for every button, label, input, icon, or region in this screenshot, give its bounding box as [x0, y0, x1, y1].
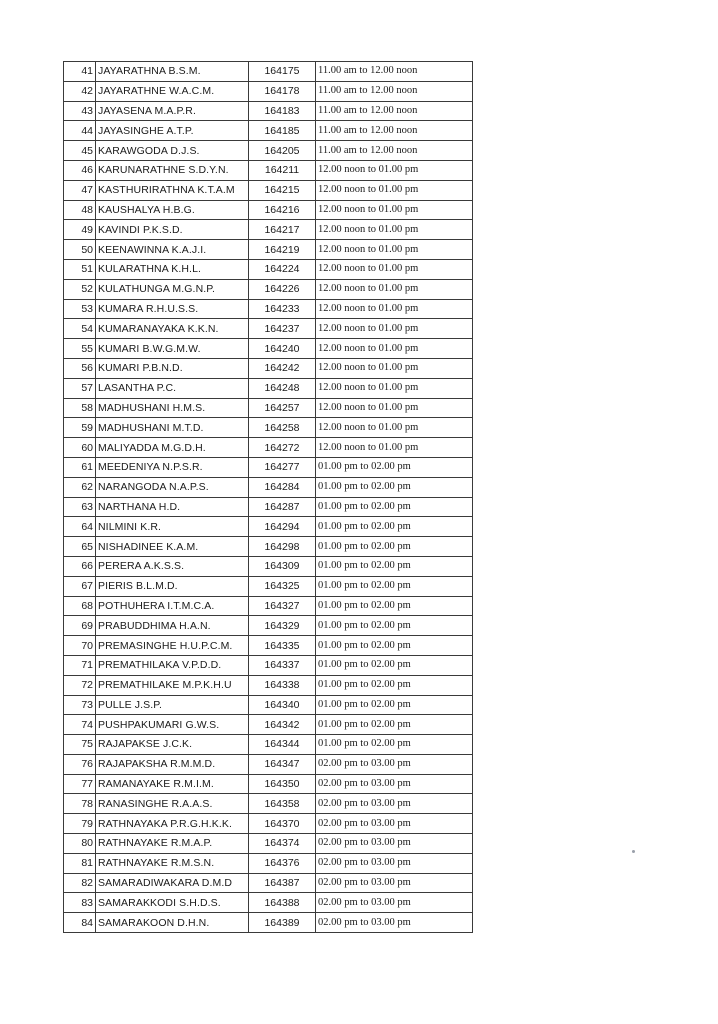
registration-number: 164337 [249, 655, 316, 675]
registration-number: 164211 [249, 160, 316, 180]
row-number: 68 [64, 596, 96, 616]
time-slot: 12.00 noon to 01.00 pm [316, 279, 473, 299]
row-number: 44 [64, 121, 96, 141]
time-slot: 11.00 am to 12.00 noon [316, 81, 473, 101]
registration-number: 164376 [249, 853, 316, 873]
student-name: KULARATHNA K.H.L. [96, 259, 249, 279]
registration-number: 164224 [249, 259, 316, 279]
row-number: 70 [64, 636, 96, 656]
student-name: NARANGODA N.A.P.S. [96, 477, 249, 497]
table-row [64, 477, 473, 497]
row-number: 71 [64, 655, 96, 675]
row-number: 43 [64, 101, 96, 121]
table-row [64, 636, 473, 656]
time-slot: 12.00 noon to 01.00 pm [316, 220, 473, 240]
row-number: 53 [64, 299, 96, 319]
registration-number: 164338 [249, 675, 316, 695]
row-number: 51 [64, 259, 96, 279]
registration-number: 164388 [249, 893, 316, 913]
table-row [64, 913, 473, 933]
registration-number: 164258 [249, 418, 316, 438]
row-number: 47 [64, 180, 96, 200]
row-number: 63 [64, 497, 96, 517]
table-row [64, 141, 473, 161]
row-number: 52 [64, 279, 96, 299]
time-slot: 01.00 pm to 02.00 pm [316, 556, 473, 576]
time-slot: 02.00 pm to 03.00 pm [316, 774, 473, 794]
table-row [64, 715, 473, 735]
student-name: MEEDENIYA N.P.S.R. [96, 457, 249, 477]
time-slot: 11.00 am to 12.00 noon [316, 121, 473, 141]
row-number: 56 [64, 358, 96, 378]
table-row [64, 873, 473, 893]
time-slot: 02.00 pm to 03.00 pm [316, 834, 473, 854]
time-slot: 01.00 pm to 02.00 pm [316, 517, 473, 537]
time-slot: 12.00 noon to 01.00 pm [316, 240, 473, 260]
student-name: RATHNAYAKA P.R.G.H.K.K. [96, 814, 249, 834]
time-slot: 02.00 pm to 03.00 pm [316, 893, 473, 913]
row-number: 82 [64, 873, 96, 893]
student-name: PULLE J.S.P. [96, 695, 249, 715]
table-row [64, 299, 473, 319]
registration-number: 164298 [249, 537, 316, 557]
registration-number: 164347 [249, 754, 316, 774]
time-slot: 11.00 am to 12.00 noon [316, 141, 473, 161]
student-name: SAMARADIWAKARA D.M.D [96, 873, 249, 893]
registration-number: 164287 [249, 497, 316, 517]
student-name: RAMANAYAKE R.M.I.M. [96, 774, 249, 794]
time-slot: 02.00 pm to 03.00 pm [316, 754, 473, 774]
registration-number: 164350 [249, 774, 316, 794]
row-number: 57 [64, 378, 96, 398]
student-name: PREMATHILAKE M.P.K.H.U [96, 675, 249, 695]
table-row [64, 497, 473, 517]
registration-number: 164374 [249, 834, 316, 854]
registration-number: 164329 [249, 616, 316, 636]
time-slot: 02.00 pm to 03.00 pm [316, 853, 473, 873]
table-row [64, 438, 473, 458]
student-name: NARTHANA H.D. [96, 497, 249, 517]
schedule-table [63, 61, 473, 933]
table-row [64, 596, 473, 616]
registration-number: 164237 [249, 319, 316, 339]
student-name: NISHADINEE K.A.M. [96, 537, 249, 557]
registration-number: 164272 [249, 438, 316, 458]
student-name: KAUSHALYA H.B.G. [96, 200, 249, 220]
time-slot: 02.00 pm to 03.00 pm [316, 814, 473, 834]
registration-number: 164370 [249, 814, 316, 834]
table-row [64, 576, 473, 596]
registration-number: 164340 [249, 695, 316, 715]
row-number: 65 [64, 537, 96, 557]
registration-number: 164277 [249, 457, 316, 477]
time-slot: 12.00 noon to 01.00 pm [316, 358, 473, 378]
registration-number: 164175 [249, 62, 316, 82]
row-number: 59 [64, 418, 96, 438]
registration-number: 164284 [249, 477, 316, 497]
table-row [64, 160, 473, 180]
registration-number: 164233 [249, 299, 316, 319]
student-name: POTHUHERA I.T.M.C.A. [96, 596, 249, 616]
schedule-table-body [64, 62, 473, 933]
registration-number: 164389 [249, 913, 316, 933]
registration-number: 164178 [249, 81, 316, 101]
time-slot: 12.00 noon to 01.00 pm [316, 418, 473, 438]
registration-number: 164216 [249, 200, 316, 220]
row-number: 75 [64, 735, 96, 755]
time-slot: 12.00 noon to 01.00 pm [316, 438, 473, 458]
student-name: JAYARATHNA B.S.M. [96, 62, 249, 82]
row-number: 76 [64, 754, 96, 774]
registration-number: 164248 [249, 378, 316, 398]
table-row [64, 537, 473, 557]
row-number: 41 [64, 62, 96, 82]
student-name: KASTHURIRATHNA K.T.A.M [96, 180, 249, 200]
table-row [64, 735, 473, 755]
registration-number: 164185 [249, 121, 316, 141]
time-slot: 11.00 am to 12.00 noon [316, 62, 473, 82]
time-slot: 01.00 pm to 02.00 pm [316, 537, 473, 557]
student-name: KARAWGODA D.J.S. [96, 141, 249, 161]
table-row [64, 240, 473, 260]
student-name: SAMARAKOON D.H.N. [96, 913, 249, 933]
table-row [64, 279, 473, 299]
row-number: 67 [64, 576, 96, 596]
student-name: RAJAPAKSHA R.M.M.D. [96, 754, 249, 774]
row-number: 83 [64, 893, 96, 913]
row-number: 66 [64, 556, 96, 576]
time-slot: 12.00 noon to 01.00 pm [316, 160, 473, 180]
student-name: RATHNAYAKE R.M.A.P. [96, 834, 249, 854]
student-name: KEENAWINNA K.A.J.I. [96, 240, 249, 260]
row-number: 84 [64, 913, 96, 933]
table-row [64, 101, 473, 121]
student-name: MADHUSHANI H.M.S. [96, 398, 249, 418]
row-number: 46 [64, 160, 96, 180]
time-slot: 12.00 noon to 01.00 pm [316, 319, 473, 339]
registration-number: 164327 [249, 596, 316, 616]
registration-number: 164342 [249, 715, 316, 735]
student-name: RAJAPAKSE J.C.K. [96, 735, 249, 755]
student-name: PREMATHILAKA V.P.D.D. [96, 655, 249, 675]
table-row [64, 794, 473, 814]
student-name: RATHNAYAKE R.M.S.N. [96, 853, 249, 873]
row-number: 78 [64, 794, 96, 814]
table-row [64, 556, 473, 576]
time-slot: 12.00 noon to 01.00 pm [316, 398, 473, 418]
time-slot: 02.00 pm to 03.00 pm [316, 873, 473, 893]
time-slot: 01.00 pm to 02.00 pm [316, 735, 473, 755]
time-slot: 11.00 am to 12.00 noon [316, 101, 473, 121]
row-number: 42 [64, 81, 96, 101]
student-name: KUMARANAYAKA K.K.N. [96, 319, 249, 339]
student-name: KARUNARATHNE S.D.Y.N. [96, 160, 249, 180]
student-name: RANASINGHE R.A.A.S. [96, 794, 249, 814]
table-row [64, 754, 473, 774]
table-row [64, 398, 473, 418]
time-slot: 01.00 pm to 02.00 pm [316, 616, 473, 636]
time-slot: 01.00 pm to 02.00 pm [316, 576, 473, 596]
table-row [64, 200, 473, 220]
registration-number: 164387 [249, 873, 316, 893]
time-slot: 12.00 noon to 01.00 pm [316, 378, 473, 398]
table-row [64, 339, 473, 359]
table-row [64, 62, 473, 82]
table-row [64, 180, 473, 200]
time-slot: 01.00 pm to 02.00 pm [316, 675, 473, 695]
table-row [64, 675, 473, 695]
table-row [64, 259, 473, 279]
student-name: KAVINDI P.K.S.D. [96, 220, 249, 240]
time-slot: 02.00 pm to 03.00 pm [316, 913, 473, 933]
time-slot: 01.00 pm to 02.00 pm [316, 695, 473, 715]
registration-number: 164309 [249, 556, 316, 576]
row-number: 81 [64, 853, 96, 873]
student-name: KULATHUNGA M.G.N.P. [96, 279, 249, 299]
time-slot: 01.00 pm to 02.00 pm [316, 636, 473, 656]
student-name: MALIYADDA M.G.D.H. [96, 438, 249, 458]
registration-number: 164215 [249, 180, 316, 200]
row-number: 72 [64, 675, 96, 695]
registration-number: 164217 [249, 220, 316, 240]
registration-number: 164358 [249, 794, 316, 814]
row-number: 64 [64, 517, 96, 537]
time-slot: 12.00 noon to 01.00 pm [316, 259, 473, 279]
table-row [64, 655, 473, 675]
time-slot: 01.00 pm to 02.00 pm [316, 457, 473, 477]
time-slot: 12.00 noon to 01.00 pm [316, 200, 473, 220]
student-name: JAYASENA M.A.P.R. [96, 101, 249, 121]
student-name: PRABUDDHIMA H.A.N. [96, 616, 249, 636]
row-number: 77 [64, 774, 96, 794]
table-row [64, 378, 473, 398]
student-name: MADHUSHANI M.T.D. [96, 418, 249, 438]
table-row [64, 220, 473, 240]
table-row [64, 893, 473, 913]
row-number: 79 [64, 814, 96, 834]
time-slot: 01.00 pm to 02.00 pm [316, 497, 473, 517]
time-slot: 01.00 pm to 02.00 pm [316, 596, 473, 616]
time-slot: 01.00 pm to 02.00 pm [316, 655, 473, 675]
scan-speck [632, 850, 635, 853]
row-number: 69 [64, 616, 96, 636]
table-row [64, 774, 473, 794]
table-row [64, 814, 473, 834]
registration-number: 164219 [249, 240, 316, 260]
student-name: JAYASINGHE A.T.P. [96, 121, 249, 141]
time-slot: 01.00 pm to 02.00 pm [316, 715, 473, 735]
time-slot: 02.00 pm to 03.00 pm [316, 794, 473, 814]
time-slot: 01.00 pm to 02.00 pm [316, 477, 473, 497]
student-name: PERERA A.K.S.S. [96, 556, 249, 576]
table-row [64, 418, 473, 438]
student-name: KUMARI B.W.G.M.W. [96, 339, 249, 359]
table-row [64, 695, 473, 715]
registration-number: 164294 [249, 517, 316, 537]
table-row [64, 834, 473, 854]
row-number: 60 [64, 438, 96, 458]
student-name: PIERIS B.L.M.D. [96, 576, 249, 596]
row-number: 58 [64, 398, 96, 418]
row-number: 73 [64, 695, 96, 715]
table-row [64, 616, 473, 636]
table-row [64, 853, 473, 873]
row-number: 48 [64, 200, 96, 220]
student-name: JAYARATHNE W.A.C.M. [96, 81, 249, 101]
table-row [64, 121, 473, 141]
row-number: 61 [64, 457, 96, 477]
registration-number: 164325 [249, 576, 316, 596]
time-slot: 12.00 noon to 01.00 pm [316, 339, 473, 359]
table-row [64, 319, 473, 339]
student-name: PUSHPAKUMARI G.W.S. [96, 715, 249, 735]
table-row [64, 457, 473, 477]
time-slot: 12.00 noon to 01.00 pm [316, 180, 473, 200]
table-row [64, 81, 473, 101]
student-name: LASANTHA P.C. [96, 378, 249, 398]
student-name: SAMARAKKODI S.H.D.S. [96, 893, 249, 913]
time-slot: 12.00 noon to 01.00 pm [316, 299, 473, 319]
row-number: 80 [64, 834, 96, 854]
row-number: 62 [64, 477, 96, 497]
student-name: KUMARA R.H.U.S.S. [96, 299, 249, 319]
table-row [64, 517, 473, 537]
registration-number: 164226 [249, 279, 316, 299]
registration-number: 164335 [249, 636, 316, 656]
registration-number: 164183 [249, 101, 316, 121]
registration-number: 164240 [249, 339, 316, 359]
student-name: NILMINI K.R. [96, 517, 249, 537]
student-name: KUMARI P.B.N.D. [96, 358, 249, 378]
row-number: 49 [64, 220, 96, 240]
registration-number: 164205 [249, 141, 316, 161]
registration-number: 164242 [249, 358, 316, 378]
row-number: 54 [64, 319, 96, 339]
row-number: 55 [64, 339, 96, 359]
row-number: 45 [64, 141, 96, 161]
table-row [64, 358, 473, 378]
row-number: 74 [64, 715, 96, 735]
registration-number: 164344 [249, 735, 316, 755]
registration-number: 164257 [249, 398, 316, 418]
student-name: PREMASINGHE H.U.P.C.M. [96, 636, 249, 656]
row-number: 50 [64, 240, 96, 260]
